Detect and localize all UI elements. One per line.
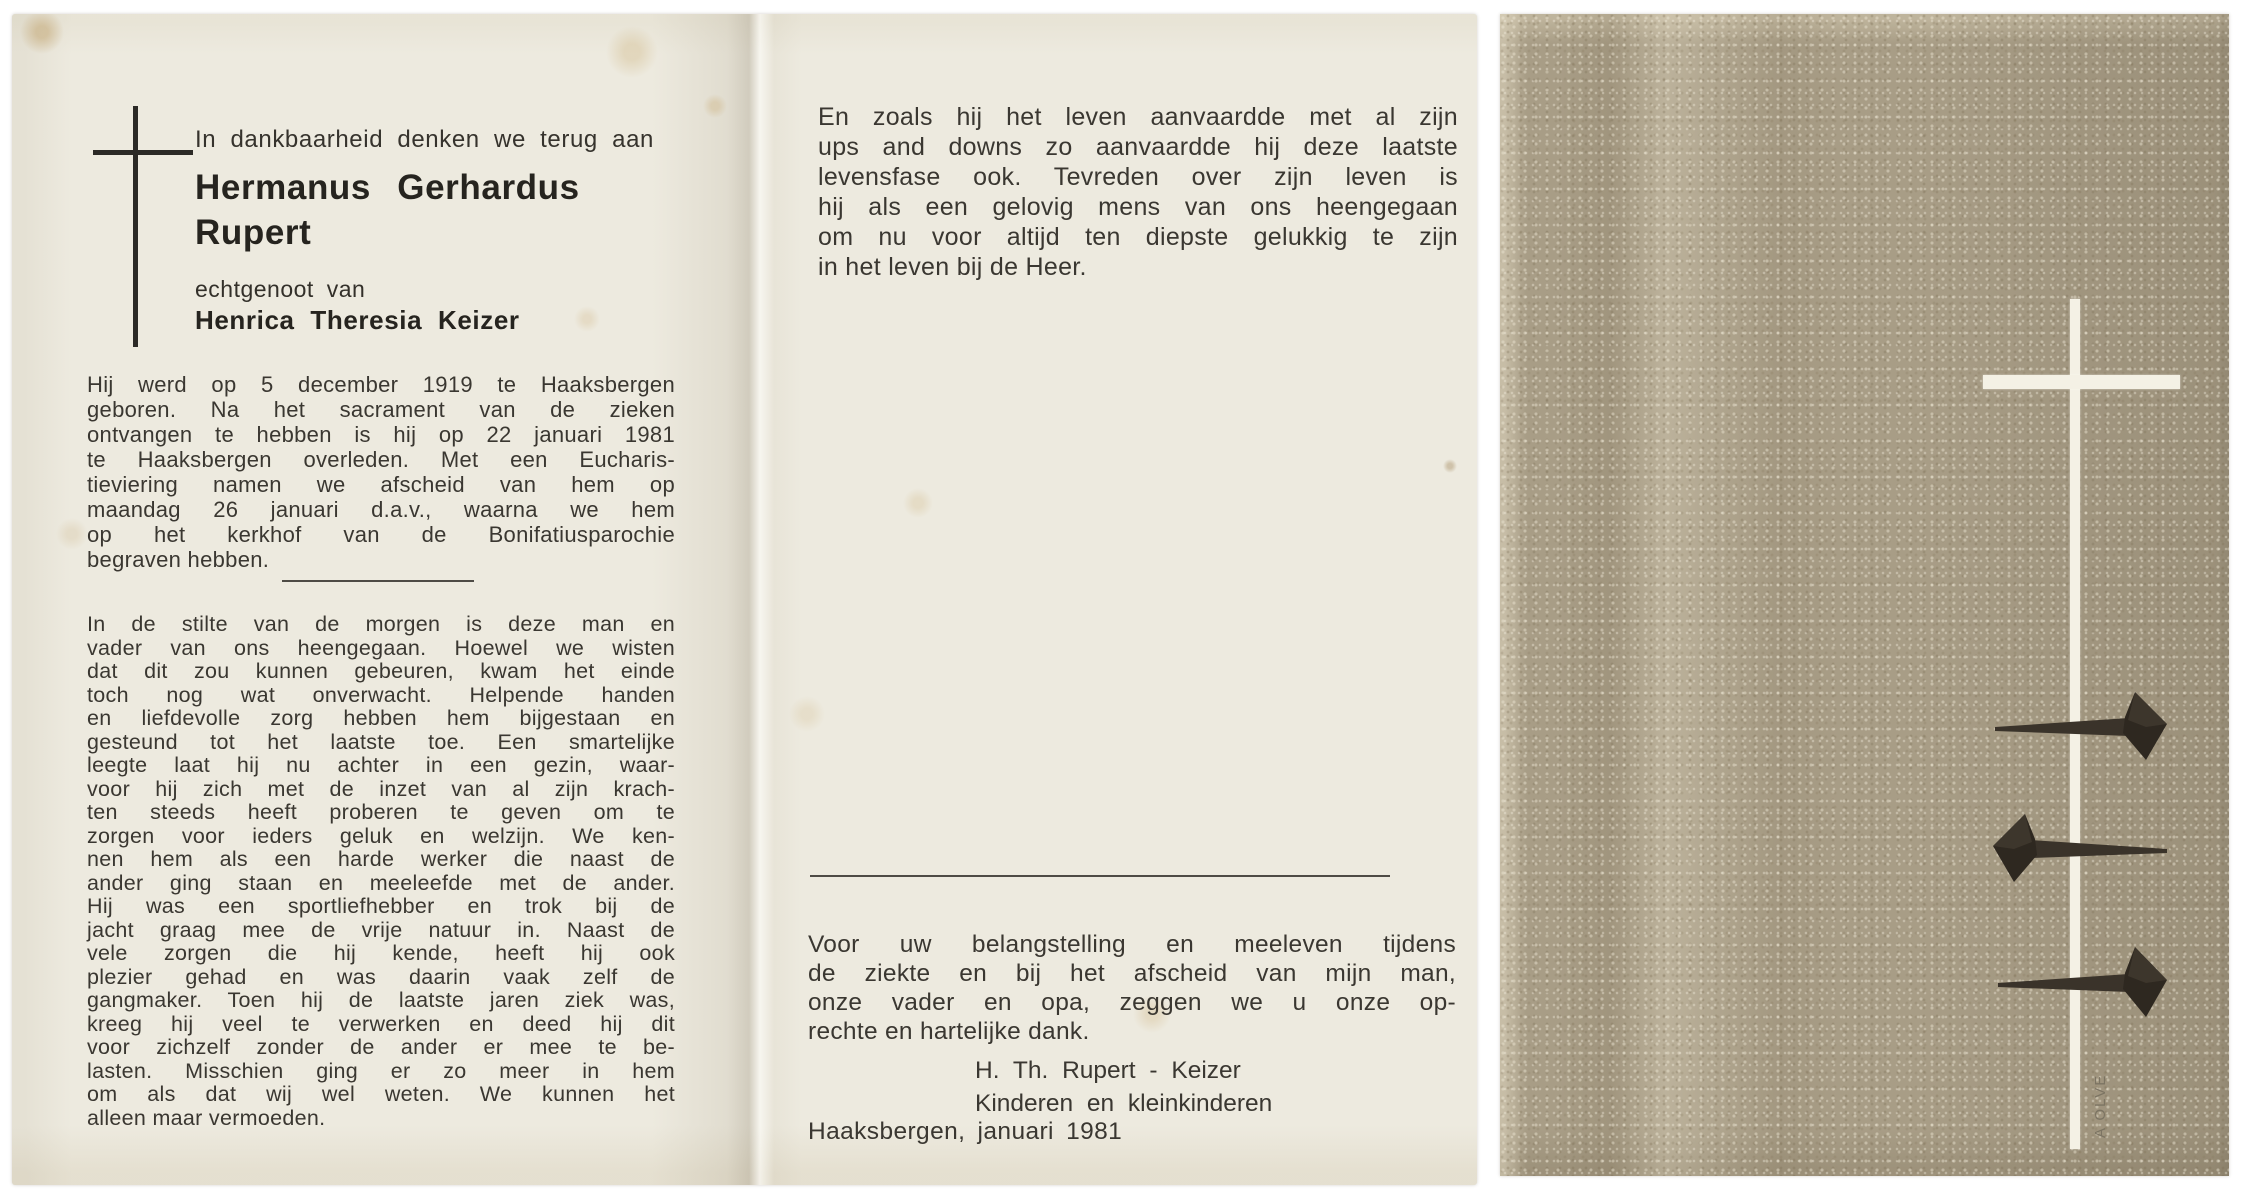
- memorial-cross-icon: [133, 106, 138, 347]
- memorial-card-scan: [12, 14, 1477, 1185]
- spouse-intro: echtgenoot van: [195, 276, 366, 302]
- in-memoriam-paragraph: In de stilte van de morgen is deze man en vader van ons heengegaan. Hoewel we wisten dat dit zou kunnen gebeuren, kwam het einde toch nog wat onverwacht. Helpende handen en liefdevolle zorg hebben hem bijgestaan en gesteund tot het laatste toe. Een smartelijke leegte laat hij nu achter in een gezin, waar- voor hij zich met de inzet van al zijn krach- ten steeds heeft proberen te geven om te zorgen voor ieders geluk en welzijn. We ken- nen hem als een harde werker die naast de ander ging staan en meeleefde met de ander. Hij was een sportliefhebber en trok bij de jacht graag mee de vrije natuur in. Naast de vele zorgen die hij kende, heeft hij ook plezier gehad en was daarin vaak zelf de gangmaker. Toen hij de laatste jaren ziek was, kreeg hij veel te verwerken en deed hij dit voor zichzelf zonder de ander er mee te be- lasten. Misschien ging er zo meer in hem om als dat wij wel weten. We kunnen het alleen maar vermoeden.: [87, 612, 675, 1130]
- deceased-name-line1: Hermanus Gerhardus: [195, 168, 580, 207]
- family-signature: [975, 1054, 1272, 1120]
- deceased-name: [195, 165, 580, 255]
- cover-cross-icon: [1983, 375, 2180, 389]
- nail-icon: [1998, 945, 2167, 1019]
- thanks-paragraph: Voor uw belangstelling en meeleven tijdens de ziekte en bij het afscheid van mijn man, onze vader en opa, zeggen we u onze op- rechte en hartelijke dank.: [808, 931, 1456, 1045]
- deceased-name-line2: Rupert: [195, 213, 312, 252]
- faith-paragraph: En zoals hij het leven aanvaardde met al zijn ups and downs zo aanvaardde hij deze laatste levensfase ook. Tevreden over zijn leven is hij als een gelovig mens van ons heengegaan om nu voor altijd ten diepste gelukkig te zijn in het leven bij de Heer.: [818, 103, 1458, 281]
- nail-icon: [1993, 812, 2167, 884]
- spouse-name: Henrica Theresia Keizer: [195, 305, 520, 335]
- nail-icon: [1995, 691, 2167, 761]
- family-signature-children: Kinderen en kleinkinderen: [975, 1090, 1273, 1117]
- intro-line: In dankbaarheid denken we terug aan: [195, 126, 654, 153]
- divider-rule: [282, 580, 474, 582]
- artist-signature: A OLVE: [2092, 1073, 2109, 1138]
- memorial-cross-icon: [93, 150, 193, 155]
- back-cover: [1500, 14, 2229, 1176]
- divider-rule: [810, 875, 1390, 877]
- place-date-line: Haaksbergen, januari 1981: [808, 1118, 1123, 1145]
- family-signature-name: H. Th. Rupert - Keizer: [975, 1057, 1241, 1084]
- biography-paragraph: Hij werd op 5 december 1919 te Haaksbergen geboren. Na het sacrament van de zieken ontvangen te hebben is hij op 22 januari 1981 te Haaksbergen overleden. Met een Eucharis- tieviering namen we afscheid van hem op maandag 26 januari d.a.v., waarna we hem op het kerkhof van de Bonifatiusparochie begraven hebben.: [87, 372, 675, 572]
